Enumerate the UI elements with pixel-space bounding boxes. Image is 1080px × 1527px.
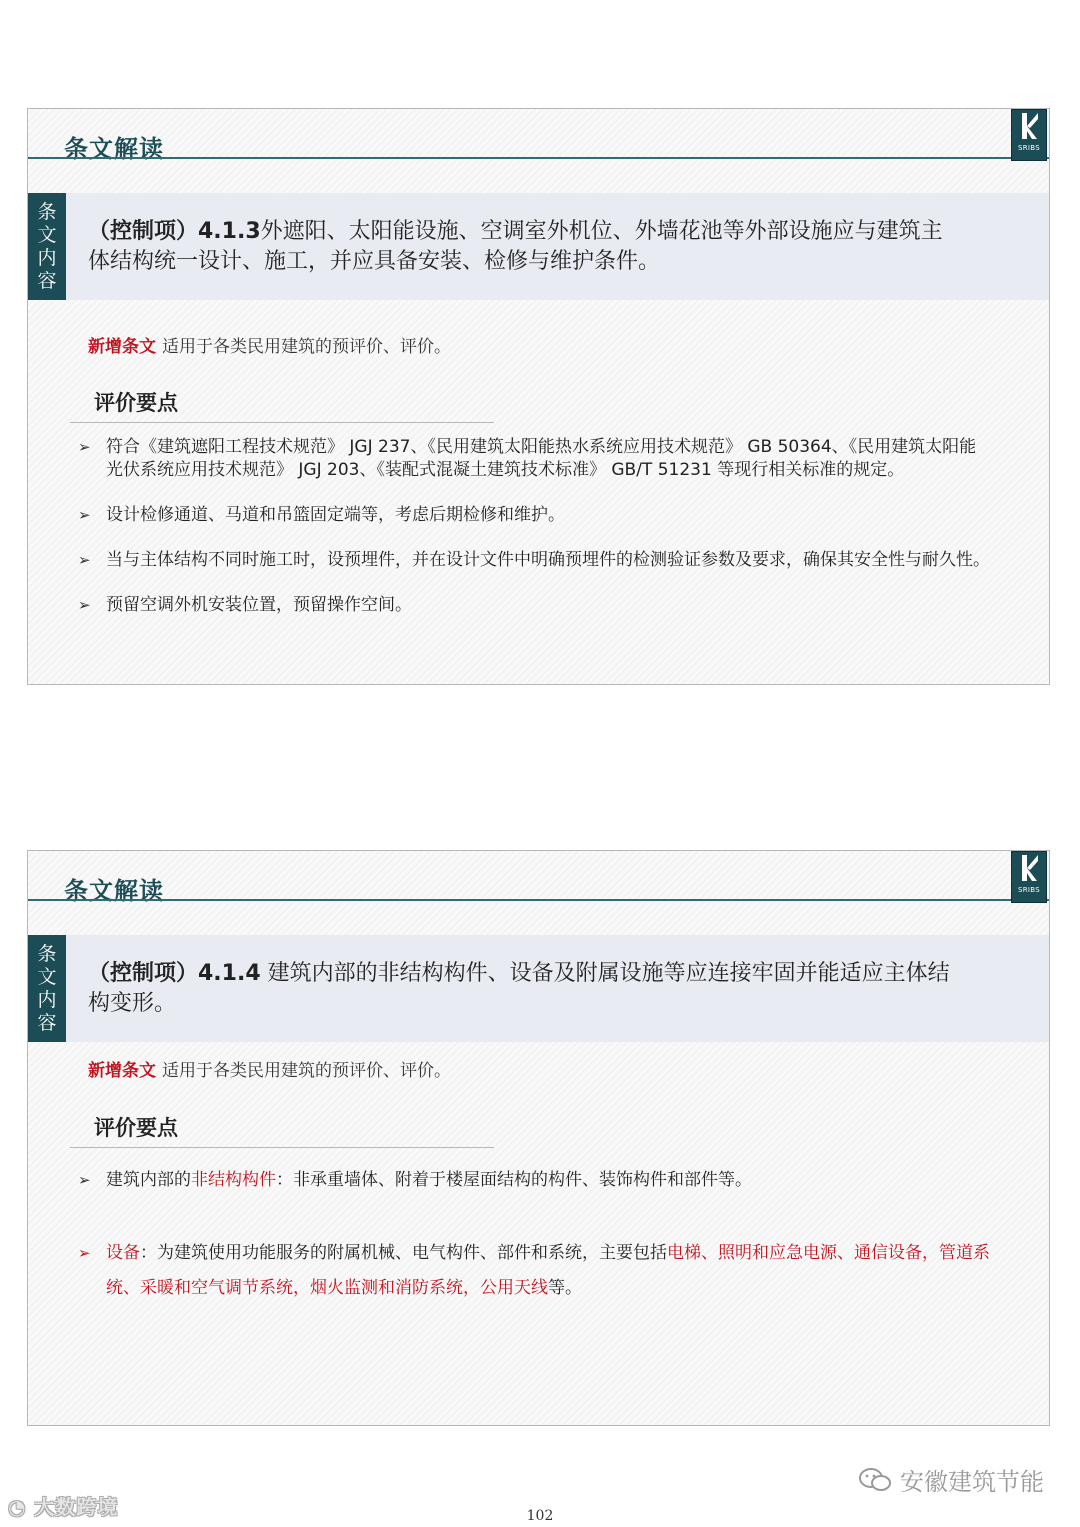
sribs-logo — [1011, 851, 1047, 903]
clause-content-tab — [28, 935, 66, 1042]
side-tab-char: 条 — [37, 942, 57, 965]
wechat-watermark — [858, 1462, 1044, 1497]
title-divider — [28, 157, 1049, 159]
arrow-bullet-icon: ➢ — [78, 1171, 91, 1189]
section-heading: 评价要点 — [94, 391, 178, 415]
watermark-account-name: 安徽建筑节能 — [900, 1468, 1044, 1496]
sribs-logo — [1011, 109, 1047, 161]
list-item — [76, 549, 993, 572]
clause-text — [88, 959, 953, 1019]
side-tab-char: 条 — [37, 200, 57, 223]
clause-band — [28, 935, 1049, 1042]
arrow-bullet-icon: ➢ — [78, 1244, 91, 1262]
evaluation-points-list — [76, 1169, 993, 1306]
arrow-bullet-icon: ➢ — [78, 506, 91, 524]
list-item — [76, 436, 993, 482]
clause-prefix: （控制项）4.1.4 — [88, 961, 261, 986]
chat-bubbles-icon — [858, 1467, 892, 1493]
clause-text — [88, 217, 953, 277]
bullet-pre: 建筑内部的 — [106, 1170, 191, 1190]
side-tab-char: 容 — [37, 1011, 57, 1034]
section-divider — [70, 1147, 494, 1148]
page-number: 102 — [526, 1508, 554, 1524]
bullet-text: 设计检修通道、马道和吊篮固定端等，考虑后期检修和维护。 — [106, 505, 565, 525]
weibo-icon: ◔ — [8, 1495, 27, 1519]
arrow-bullet-icon: ➢ — [78, 596, 91, 614]
watermark-text: 大数跨境 — [34, 1495, 119, 1519]
logo-mark-icon — [1016, 110, 1042, 142]
logo-text: SRIBS — [1018, 144, 1040, 152]
slide-title: 条文解读 — [64, 135, 164, 163]
bullet-post: 等。 — [548, 1278, 582, 1298]
list-item — [76, 1169, 993, 1192]
section-heading: 评价要点 — [94, 1116, 178, 1140]
new-clause-text: 适用于各类民用建筑的预评价、评价。 — [162, 1061, 451, 1081]
bullet-post: ：非承重墙体、附着于楼屋面结构的构件、装饰构件和部件等。 — [276, 1170, 752, 1190]
slide-2 — [27, 850, 1050, 1426]
arrow-bullet-icon: ➢ — [78, 551, 91, 569]
slide-1 — [27, 108, 1050, 685]
new-clause-label: 新增条文 — [88, 337, 156, 357]
clause-body: 外遮阳、太阳能设施、空调室外机位、外墙花池等外部设施应与建筑主体结构统一设计、施工，并应具备安装、检修与维护条件。 — [88, 219, 943, 274]
side-tab-char: 文 — [37, 965, 57, 988]
section-divider — [70, 422, 494, 423]
side-tab-char: 容 — [37, 269, 57, 292]
arrow-bullet-icon: ➢ — [78, 438, 91, 456]
bullet-text: 符合《建筑遮阳工程技术规范》 JGJ 237、《民用建筑太阳能热水系统应用技术规范》 GB 50364、《民用建筑太阳能光伏系统应用技术规范》 JGJ 203、《装配式混凝土建筑技术标准》 GB/T 51231 等现行相关标准的规定。 — [106, 437, 977, 480]
bullet-highlight: 电梯、照明和应急电源、通信设备，管道系统、采暖和空气调节系统，烟火监测和消防系统，公用天线 — [106, 1243, 990, 1298]
new-clause-note — [88, 1056, 451, 1081]
list-item — [76, 504, 993, 527]
title-divider — [28, 899, 1049, 901]
bullet-label: 设备 — [106, 1243, 140, 1263]
bullet-text: 当与主体结构不同时施工时，设预埋件，并在设计文件中明确预埋件的检测验证参数及要求，确保其安全性与耐久性。 — [106, 550, 990, 570]
new-clause-label: 新增条文 — [88, 1061, 156, 1081]
bullet-mid: ：为建筑使用功能服务的附属机械、电气构件、部件和系统，主要包括 — [140, 1243, 667, 1263]
list-item — [76, 594, 993, 617]
new-clause-text: 适用于各类民用建筑的预评价、评价。 — [162, 337, 451, 357]
list-item — [76, 1236, 993, 1306]
clause-prefix: （控制项）4.1.3 — [88, 219, 261, 244]
logo-mark-icon — [1016, 852, 1042, 884]
bullet-text: 预留空调外机安装位置，预留操作空间。 — [106, 595, 412, 615]
clause-content-tab — [28, 193, 66, 300]
clause-band — [28, 193, 1049, 300]
side-tab-char: 内 — [37, 246, 57, 269]
side-tab-char: 内 — [37, 988, 57, 1011]
evaluation-points-list — [76, 436, 993, 617]
slide-title: 条文解读 — [64, 877, 164, 905]
clause-body: 建筑内部的非结构构件、设备及附属设施等应连接牢固并能适应主体结构变形。 — [88, 961, 950, 1016]
side-tab-char: 文 — [37, 223, 57, 246]
new-clause-note — [88, 332, 451, 357]
logo-text: SRIBS — [1018, 886, 1040, 894]
bullet-highlight: 非结构构件 — [191, 1170, 276, 1190]
